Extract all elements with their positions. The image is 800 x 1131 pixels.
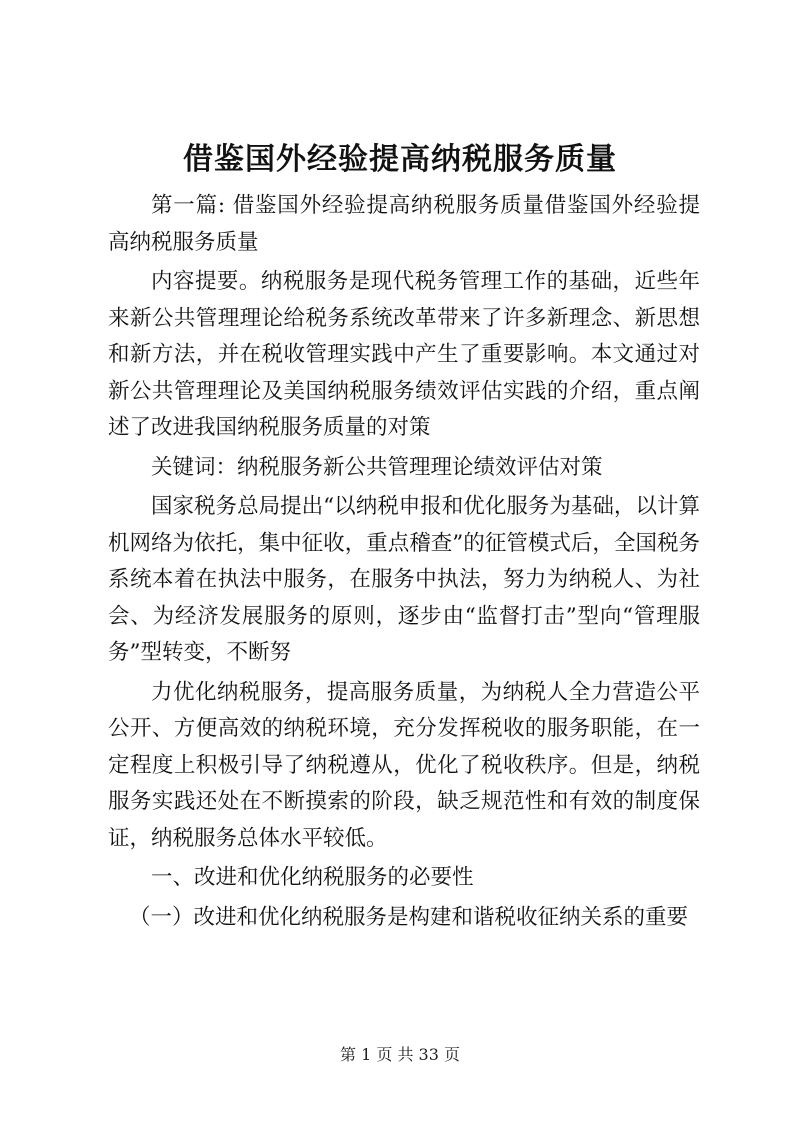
document-title: 借鉴国外经验提高纳税服务质量 [183, 142, 617, 177]
section-heading-1: 一、改进和优化纳税服务的必要性 [151, 865, 474, 890]
paragraph-body-1: 国家税务总局提出“以纳税申报和优化服务为基础，以计算机网络为依托，集中征收，重点稽查”的征管模式后，全国税务系统本着在执法中服务，在服务中执法，努力为纳税人、为社会、为经济发展服务的原则，逐步由“监督打击”型向“管理服务”型转变，不断努 [108, 494, 700, 665]
subsection-heading-1: （一）改进和优化纳税服务是构建和谐税收征纳关系的重要 [129, 904, 689, 930]
paragraph-abstract: 内容提要。纳税服务是现代税务管理工作的基础，近些年来新公共管理理论给税务系统改革带来了许多新理念、新思想和新方法，并在税收管理实践中产生了重要影响。本文通过对新公共管理理论及美国纳税服务绩效评估实践的介绍，重点阐述了改进我国纳税服务质量的对策 [108, 269, 700, 440]
paragraph-first-article: 第一篇: 借鉴国外经验提高纳税服务质量借鉴国外经验提高纳税服务质量 [108, 193, 700, 255]
paragraph-keywords: 关键词：纳税服务新公共管理理论绩效评估对策 [151, 454, 603, 480]
page-number-footer: 第 1 页 共 33 页 [340, 1045, 460, 1064]
paragraph-body-2: 力优化纳税服务，提高服务质量，为纳税人全力营造公平公开、方便高效的纳税环境，充分发挥税收的服务职能，在一定程度上积极引导了纳税遵从，优化了税收秩序。但是，纳税服务实践还处在不断摸索的阶段，缺乏规范性和有效的制度保证，纳税服务总体水平较低。 [108, 679, 700, 851]
document-body [108, 188, 700, 936]
